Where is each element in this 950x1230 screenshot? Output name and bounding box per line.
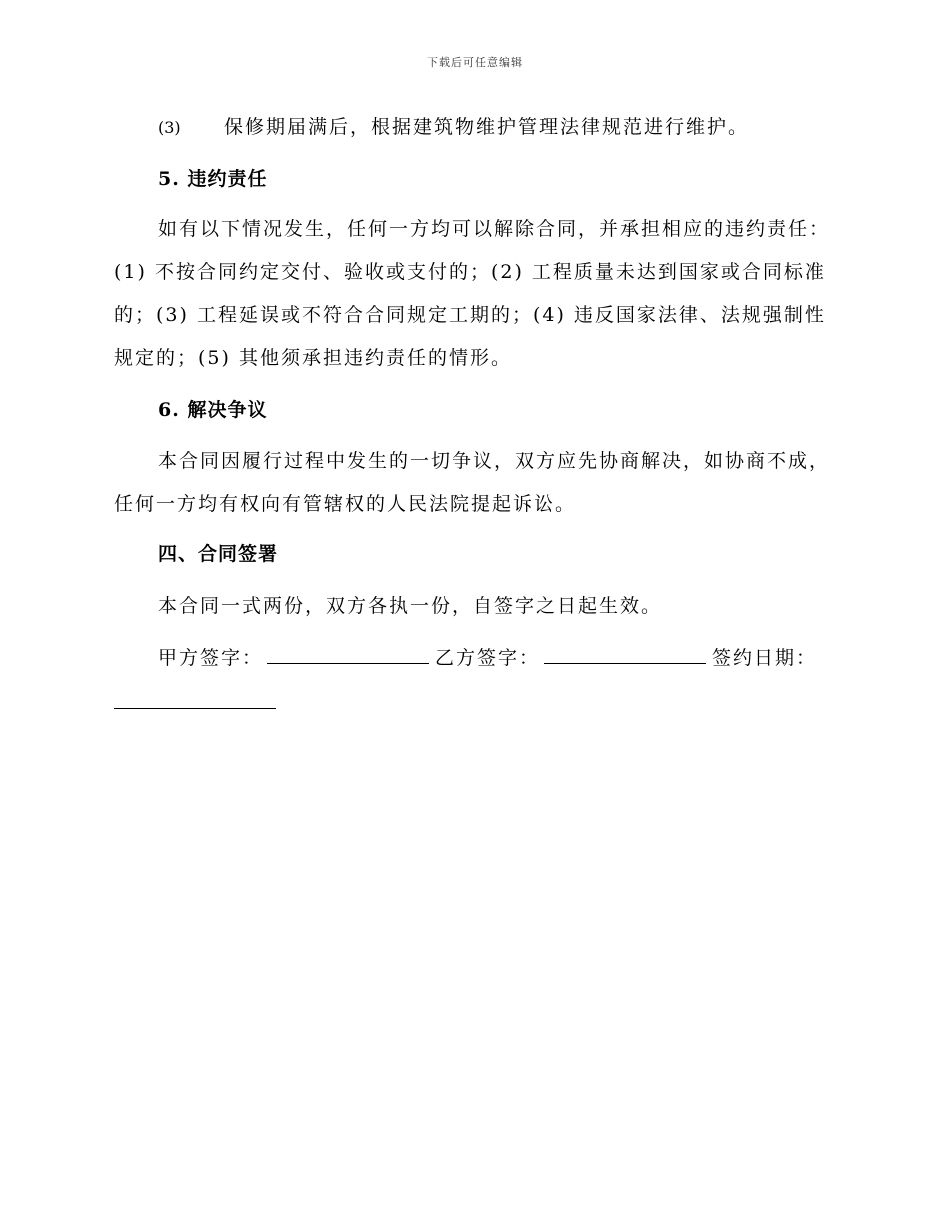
- signature-line: [158, 637, 848, 680]
- item-text: 保修期届满后，根据建筑物维护管理法律规范进行维护。: [224, 116, 750, 138]
- date-blank: [114, 708, 276, 709]
- party-a-signature-blank: [267, 645, 429, 664]
- party-a-label: 甲方签字：: [158, 647, 264, 669]
- party-b-label: 乙方签字：: [435, 647, 541, 669]
- item-number: (3): [158, 118, 181, 137]
- section-4-paragraph: 本合同一式两份，双方各执一份，自签字之日起生效。: [158, 595, 663, 617]
- section-5-paragraph: 如有以下情况发生，任何一方均可以解除合同，并承担相应的违约责任：(1) 不按合同约定交付、验收或支付的；(2) 工程质量未达到国家或合同标准的；(3) 工程延误或不符合合同规定工期的；(4) 违反国家法律、法规强制性规定的；(5) 其他须承担违约责任的情形。: [114, 218, 831, 369]
- section-4-heading: 四、合同签署: [158, 543, 279, 565]
- date-label: 签约日期：: [712, 647, 818, 669]
- section-5-heading: 5. 违约责任: [158, 168, 268, 190]
- section-6-heading: 6. 解决争议: [158, 399, 268, 421]
- page-header: 下载后可任意编辑: [427, 56, 523, 69]
- section-6-paragraph: 本合同因履行过程中发生的一切争议，双方应先协商解决，如协商不成，任何一方均有权向有管辖权的人民法院提起诉讼。: [114, 450, 831, 515]
- warranty-item-3: [114, 106, 834, 149]
- party-b-signature-blank: [544, 645, 706, 664]
